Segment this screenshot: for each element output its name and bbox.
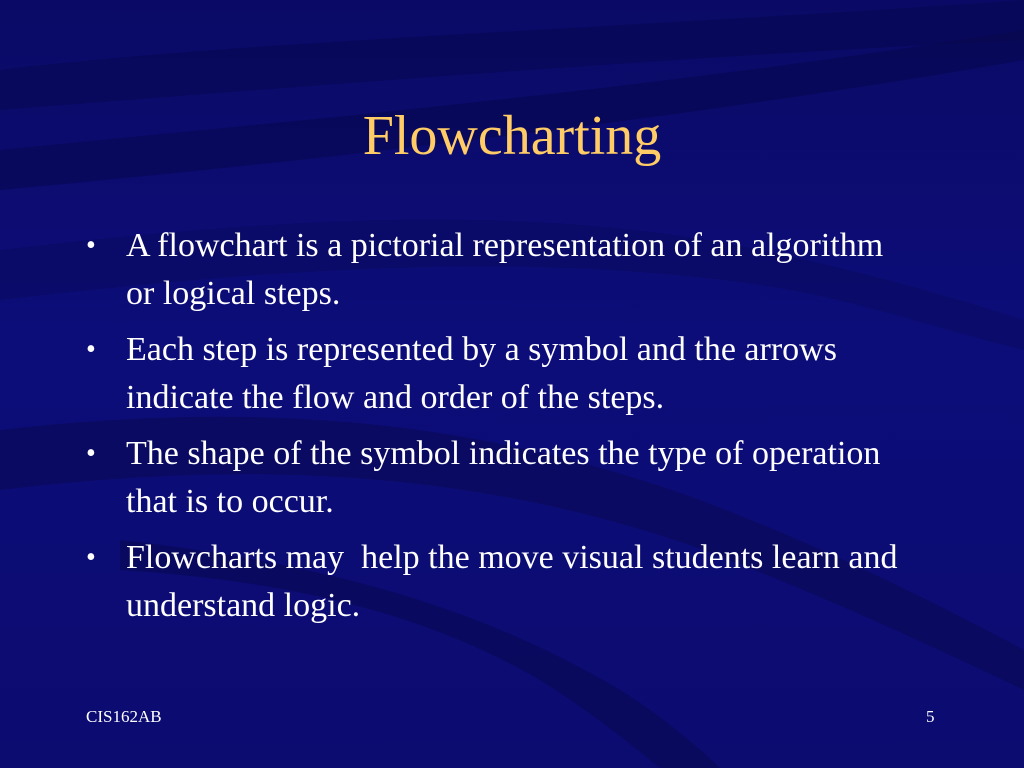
bullet-list bbox=[84, 222, 904, 638]
bullet-item bbox=[84, 326, 904, 422]
bullet-item bbox=[84, 534, 904, 630]
bullet-icon: • bbox=[86, 438, 96, 469]
bullet-text: Flowcharts may help the move visual students learn and understand logic. bbox=[126, 539, 906, 624]
bullet-text: Each step is represented by a symbol and the arrows indicate the flow and order of the steps. bbox=[126, 331, 846, 416]
bullet-item bbox=[84, 222, 904, 318]
bullet-icon: • bbox=[86, 542, 96, 573]
bullet-text: The shape of the symbol indicates the type of operation that is to occur. bbox=[126, 435, 889, 520]
bullet-icon: • bbox=[86, 334, 96, 365]
bullet-text: A flowchart is a pictorial representation of an algorithm or logical steps. bbox=[126, 227, 892, 312]
footer-course-code: CIS162AB bbox=[86, 707, 162, 726]
bullet-item bbox=[84, 430, 904, 526]
bullet-icon: • bbox=[86, 230, 96, 261]
slide-title: Flowcharting bbox=[362, 105, 662, 167]
page-number: 5 bbox=[926, 707, 935, 726]
